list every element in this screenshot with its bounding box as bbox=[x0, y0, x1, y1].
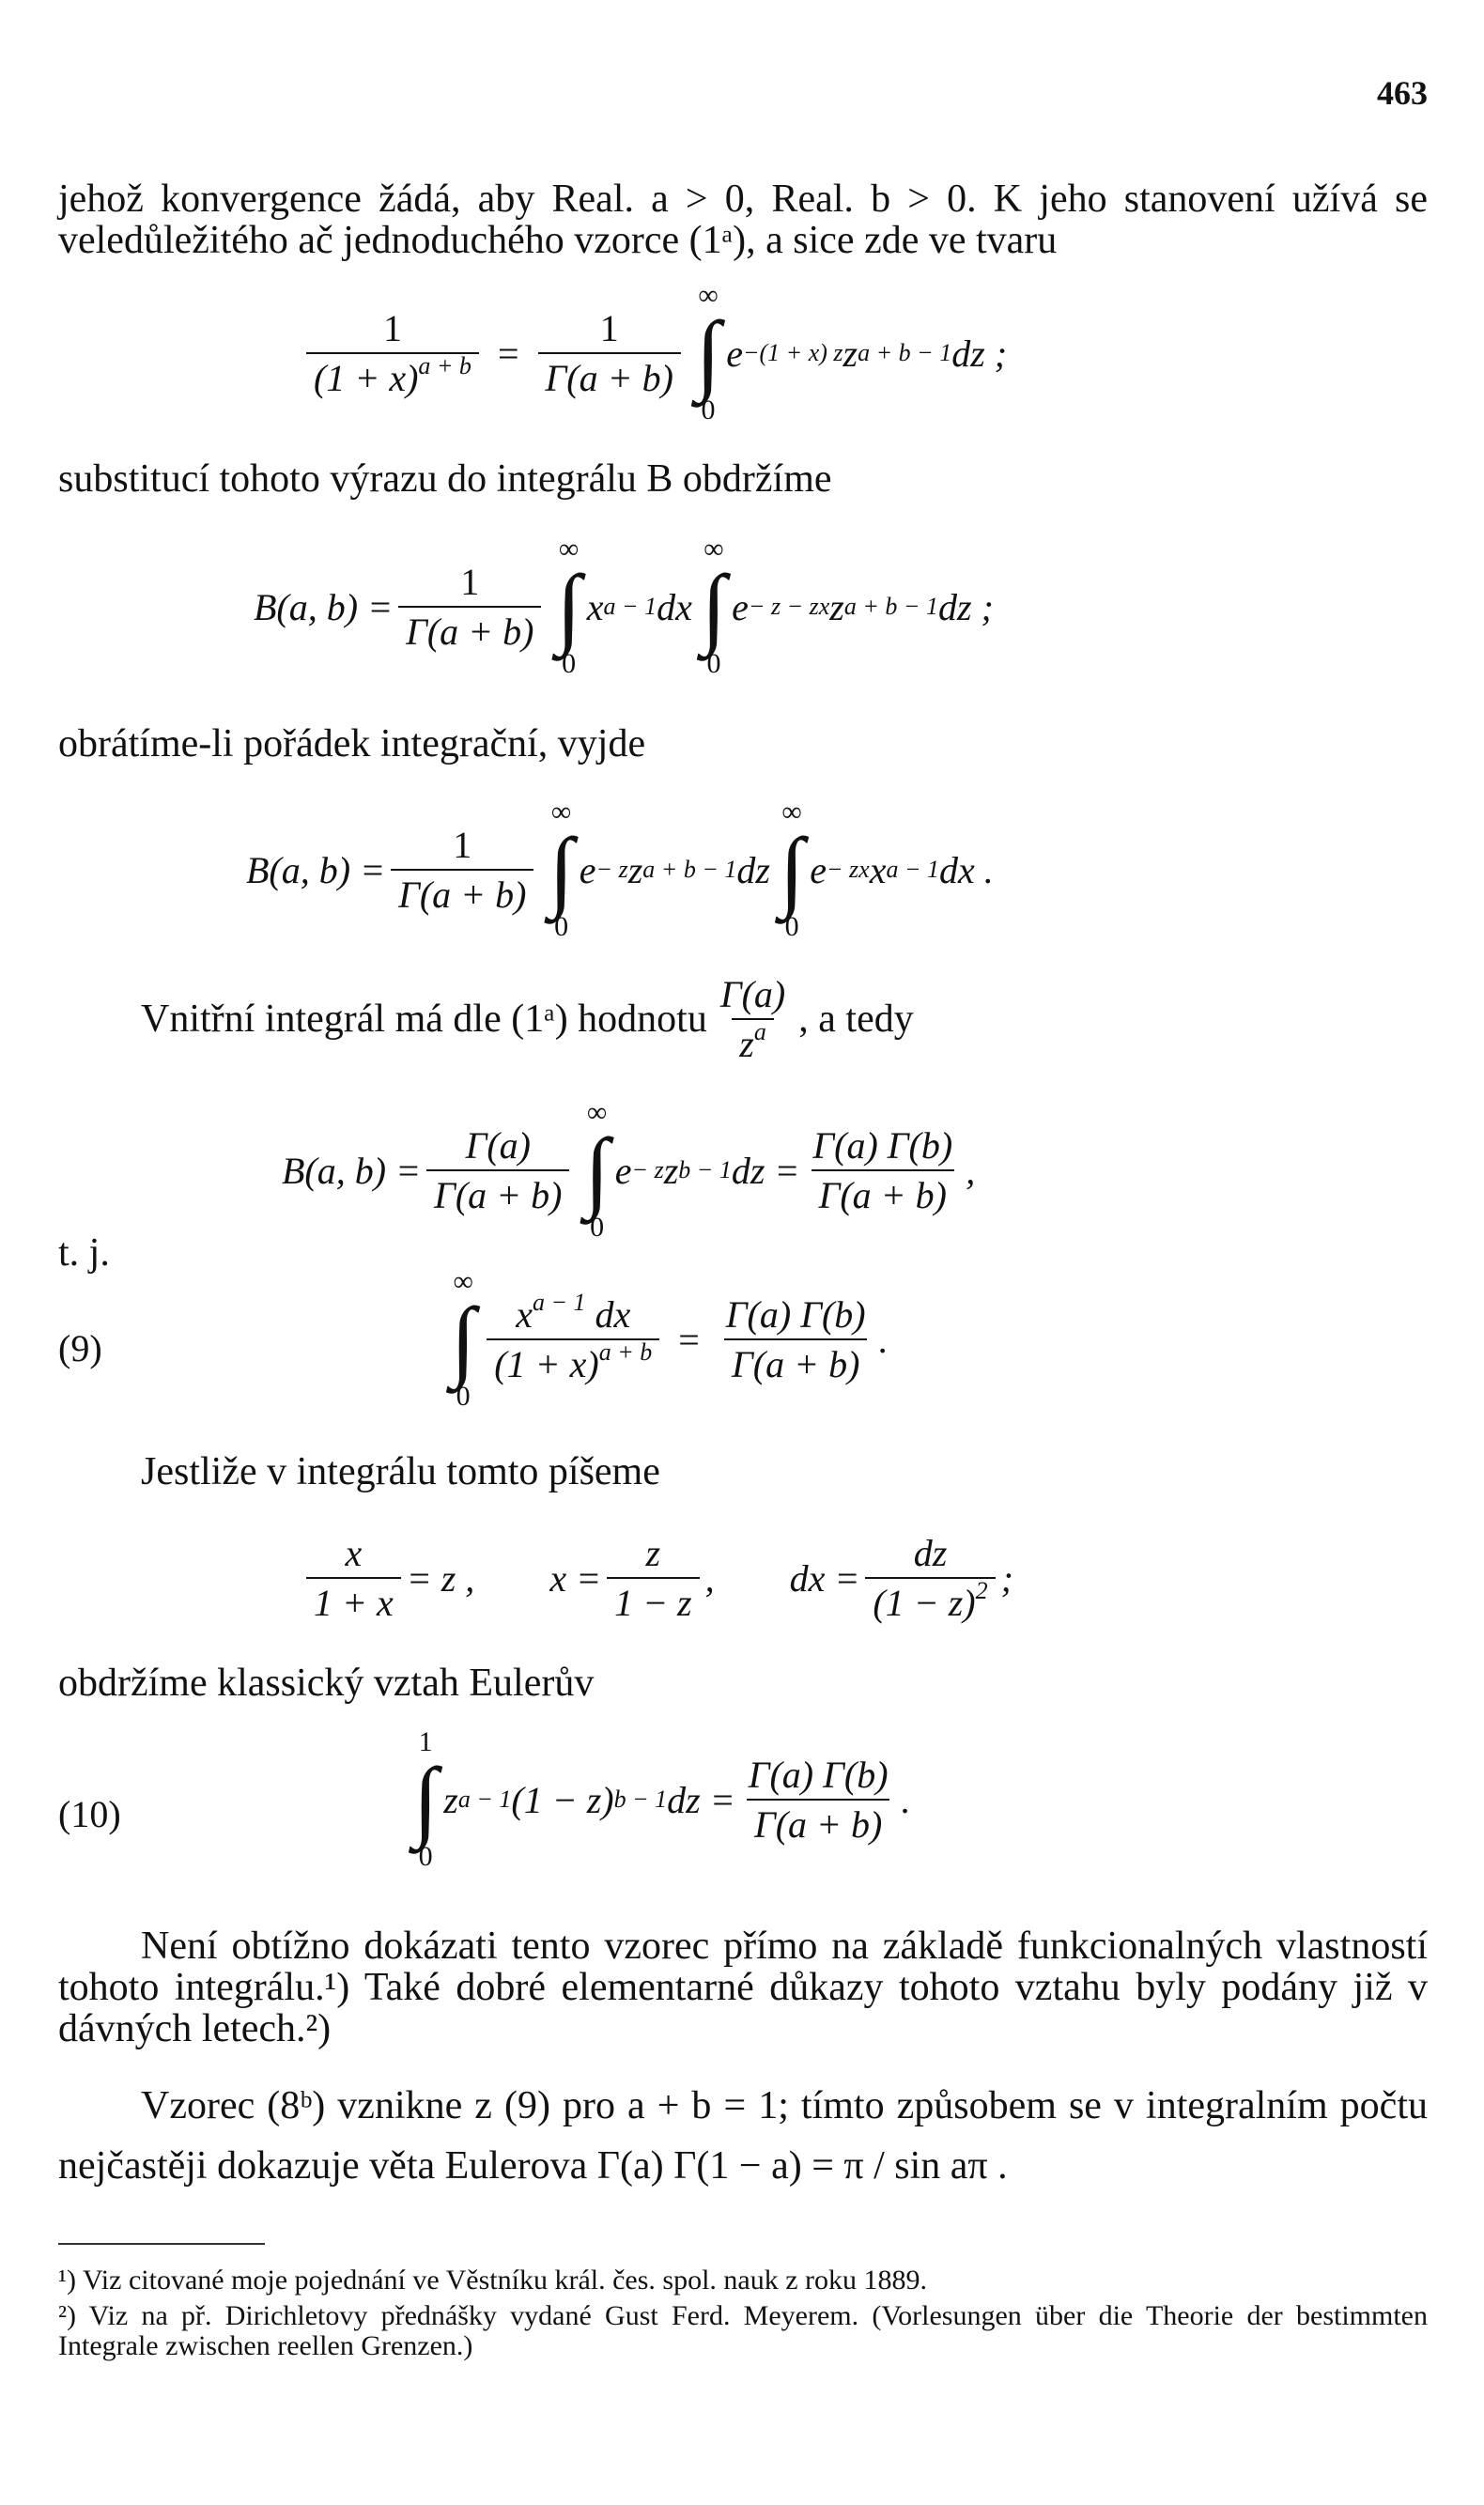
differential: dz bbox=[736, 848, 770, 891]
punctuation: . bbox=[878, 1318, 889, 1361]
equation-1: $\frac{1}{(1 + x)^{a + b}}$ = $\frac{1}{\Gamma(a + b)}$ ∞ ∫ 0 e −(1 + x) z z a + b − 1 dz ; bbox=[301, 282, 1007, 425]
denominator: (1 + x) bbox=[494, 1343, 599, 1385]
integral-sign bbox=[780, 798, 804, 941]
denominator: z bbox=[739, 1023, 754, 1065]
integral-symbol: ∫ bbox=[556, 556, 581, 657]
numerator: 1 bbox=[599, 307, 619, 349]
paragraph-2: substitucí tohoto výrazu do integrálu B obdržíme bbox=[58, 457, 832, 501]
fraction bbox=[487, 1289, 659, 1386]
paragraph-8: Není obtížno dokázati tento vzorec přímo na základě funkcionalných vlastností tohoto integrálu.¹) Také dobré elementarné důkazy tohoto vztahu byly podány již v dávných letech.²) bbox=[58, 1925, 1428, 2050]
differential: dz ; bbox=[937, 585, 994, 628]
exponent: a − 1 bbox=[532, 1289, 586, 1316]
fraction bbox=[713, 972, 793, 1066]
page-number: 463 bbox=[1377, 74, 1428, 112]
denominator: 1 − z bbox=[607, 1577, 700, 1625]
integrand: x bbox=[586, 585, 604, 628]
lower-limit: 0 bbox=[784, 911, 799, 942]
differential: dx bbox=[585, 1293, 631, 1336]
differential: dz = bbox=[667, 1778, 735, 1821]
lower-limit: 0 bbox=[554, 911, 569, 942]
integral-sign bbox=[451, 1268, 475, 1411]
integrand: e bbox=[614, 1149, 632, 1192]
fraction bbox=[741, 1753, 896, 1847]
equation-tag-10: (10) bbox=[58, 1793, 121, 1835]
integrand: e bbox=[732, 585, 749, 628]
lower-limit: 0 bbox=[562, 648, 577, 679]
integral-sign bbox=[413, 1728, 438, 1871]
fraction bbox=[538, 306, 681, 400]
equation-5: B(a, b) = $\frac{\Gamma(a)}{\Gamma(a + b)}$ ∞ ∫ 0 e − z z b − 1 dz = $\frac{\Gamma(a) \Gamma(b)}{\Gamma(a + b)}$ , bbox=[282, 1097, 976, 1243]
punctuation: , bbox=[966, 1149, 976, 1192]
equation-lhs: B(a, b) = bbox=[282, 1149, 422, 1192]
integrand: z bbox=[663, 1149, 679, 1192]
integral-sign bbox=[696, 282, 720, 425]
lower-limit: 0 bbox=[706, 648, 721, 679]
exponent: a bbox=[753, 1018, 766, 1045]
numerator: Γ(a) bbox=[465, 1124, 531, 1167]
denominator: 1 + x bbox=[306, 1577, 401, 1625]
punctuation: . bbox=[901, 1778, 911, 1821]
punctuation: ; bbox=[1000, 1556, 1013, 1600]
footnote-divider bbox=[58, 2243, 265, 2245]
integral-sign bbox=[584, 1099, 609, 1242]
equation-lhs: dx = bbox=[789, 1556, 860, 1600]
lower-limit: 0 bbox=[418, 1841, 433, 1872]
equation-lhs: B(a, b) = bbox=[254, 585, 394, 628]
fraction bbox=[805, 1123, 960, 1217]
punctuation: , bbox=[704, 1556, 715, 1600]
paragraph-1: jehož konvergence žádá, aby Real. a > 0, Real. b > 0. K jeho stanovení užívá se veledůležitého ač jednoduchého vzorce (1ᵃ), a sice zde ve tvaru bbox=[58, 178, 1428, 262]
numerator: Γ(a) Γ(b) bbox=[812, 1124, 953, 1167]
integral-symbol: ∫ bbox=[413, 1749, 439, 1849]
integral-symbol: ∫ bbox=[695, 302, 721, 403]
integrand: z bbox=[443, 1778, 458, 1821]
equation-3: B(a, b) = $\frac{1}{\Gamma(a + b)}$ ∞ ∫ 0 e − z z a + b − 1 dz ∞ ∫ 0 e − zx x a − 1 dx . bbox=[246, 796, 994, 942]
paragraph-6: Jestliže v integrálu tomto píšeme bbox=[141, 1450, 660, 1493]
equation-2: B(a, b) = $\frac{1}{\Gamma(a + b)}$ ∞ ∫ 0 x a − 1 dx ∞ ∫ 0 e − z − zx z a + b − 1 dz ; bbox=[254, 533, 994, 679]
upper-limit: ∞ bbox=[698, 280, 719, 311]
fraction bbox=[607, 1531, 700, 1625]
integrand: z bbox=[829, 585, 844, 628]
upper-limit: ∞ bbox=[453, 1266, 473, 1297]
paragraph-4-text: Vnitřní integrál má dle (1ᵃ) hodnotu bbox=[141, 997, 707, 1041]
fraction bbox=[306, 306, 479, 400]
fraction bbox=[719, 1292, 873, 1386]
paragraph-4 bbox=[141, 972, 914, 1066]
equation-tag-9: (9) bbox=[58, 1327, 102, 1369]
fraction bbox=[398, 560, 541, 654]
integral-symbol: ∫ bbox=[701, 556, 727, 657]
numerator: Γ(a) Γ(b) bbox=[725, 1293, 866, 1336]
denominator: Γ(a + b) bbox=[724, 1338, 867, 1386]
numerator: Γ(a) bbox=[719, 973, 786, 1015]
denominator: Γ(a + b) bbox=[391, 869, 533, 917]
upper-limit: ∞ bbox=[550, 796, 572, 827]
equation-lhs: x = bbox=[549, 1556, 602, 1600]
differential: dz ; bbox=[951, 332, 1008, 375]
lower-limit: 0 bbox=[590, 1212, 605, 1243]
numerator: x bbox=[345, 1532, 363, 1574]
denominator: Γ(a + b) bbox=[398, 606, 541, 654]
integral-symbol: ∫ bbox=[451, 1289, 476, 1389]
lower-limit: 0 bbox=[456, 1381, 471, 1412]
numerator: dz bbox=[913, 1532, 948, 1574]
exponent: 2 bbox=[975, 1577, 988, 1604]
paragraph-9: Vzorec (8ᵇ) vznikne z (9) pro a + b = 1; tímto způsobem se v integralním počtu nejčastěji dokazuje věta Eulerova Γ(a) Γ(1 − a) = π / sin aπ . bbox=[58, 2084, 1428, 2188]
integrand: z bbox=[842, 332, 858, 375]
label-tj: t. j. bbox=[58, 1231, 110, 1275]
fraction bbox=[306, 1531, 401, 1625]
integral-symbol: ∫ bbox=[779, 819, 805, 920]
exponent: a + b bbox=[418, 352, 471, 379]
integral-symbol: ∫ bbox=[584, 1120, 610, 1220]
denominator: Γ(a + b) bbox=[426, 1169, 569, 1217]
paragraph-3: obrátíme-li pořádek integrační, vyjde bbox=[58, 722, 646, 765]
numerator: Γ(a) Γ(b) bbox=[748, 1754, 889, 1796]
fraction bbox=[391, 823, 533, 917]
integral-sign bbox=[702, 535, 726, 678]
fraction bbox=[426, 1123, 569, 1217]
integral-sign bbox=[556, 535, 580, 678]
footnote-1: ¹) Viz citované moje pojednání ve Věstníku král. čes. spol. nauk z roku 1889. bbox=[58, 2265, 928, 2296]
integrand: e bbox=[726, 332, 743, 375]
fraction bbox=[865, 1531, 995, 1625]
differential: dx bbox=[657, 585, 692, 628]
numerator: 1 bbox=[382, 307, 402, 349]
denominator: Γ(a + b) bbox=[538, 352, 681, 400]
upper-limit: ∞ bbox=[703, 533, 724, 564]
upper-limit: 1 bbox=[418, 1726, 433, 1757]
equation-7 bbox=[301, 1531, 1013, 1625]
upper-limit: ∞ bbox=[586, 1097, 608, 1128]
upper-limit: ∞ bbox=[781, 796, 802, 827]
equals-sign: = bbox=[497, 332, 519, 375]
integrand: x bbox=[869, 848, 887, 891]
integrand: z bbox=[627, 848, 643, 891]
paragraph-4-tail: , a tedy bbox=[798, 997, 914, 1041]
paragraph-7: obdržíme klassický vztah Eulerův bbox=[58, 1662, 595, 1705]
lower-limit: 0 bbox=[701, 394, 716, 425]
integral-sign bbox=[549, 798, 573, 941]
denominator: (1 + x) bbox=[314, 357, 419, 399]
integrand: (1 − z) bbox=[511, 1778, 614, 1821]
exponent: a + b bbox=[598, 1338, 653, 1366]
equation-rhs: = z , bbox=[406, 1556, 475, 1600]
equation-9 bbox=[441, 1268, 889, 1411]
equals-sign: = bbox=[678, 1318, 700, 1361]
numerator: x bbox=[516, 1293, 533, 1336]
equation-lhs: B(a, b) = bbox=[246, 848, 386, 891]
equation-10: 1 ∫ 0 z a − 1 (1 − z) b − 1 dz = $\frac{\Gamma(a) \Gamma(b)}{\Gamma(a + b)}$ . bbox=[413, 1726, 911, 1872]
footnote-2: ²) Viz na př. Dirichletovy přednášky vydané Gust Ferd. Meyerem. (Vorlesungen über die Theorie der bestimmten Integrale zwischen reellen Grenzen.) bbox=[58, 2300, 1428, 2361]
differential: dz = bbox=[731, 1149, 800, 1192]
denominator: Γ(a + b) bbox=[812, 1169, 954, 1217]
denominator: (1 − z) bbox=[873, 1582, 976, 1624]
numerator: 1 bbox=[453, 824, 472, 866]
integrand: e bbox=[579, 848, 596, 891]
upper-limit: ∞ bbox=[558, 533, 580, 564]
numerator: 1 bbox=[460, 561, 480, 603]
denominator: Γ(a + b) bbox=[747, 1799, 889, 1847]
differential: dx . bbox=[939, 848, 994, 891]
integrand: e bbox=[810, 848, 827, 891]
numerator: z bbox=[645, 1532, 661, 1574]
integral-symbol: ∫ bbox=[549, 819, 574, 920]
